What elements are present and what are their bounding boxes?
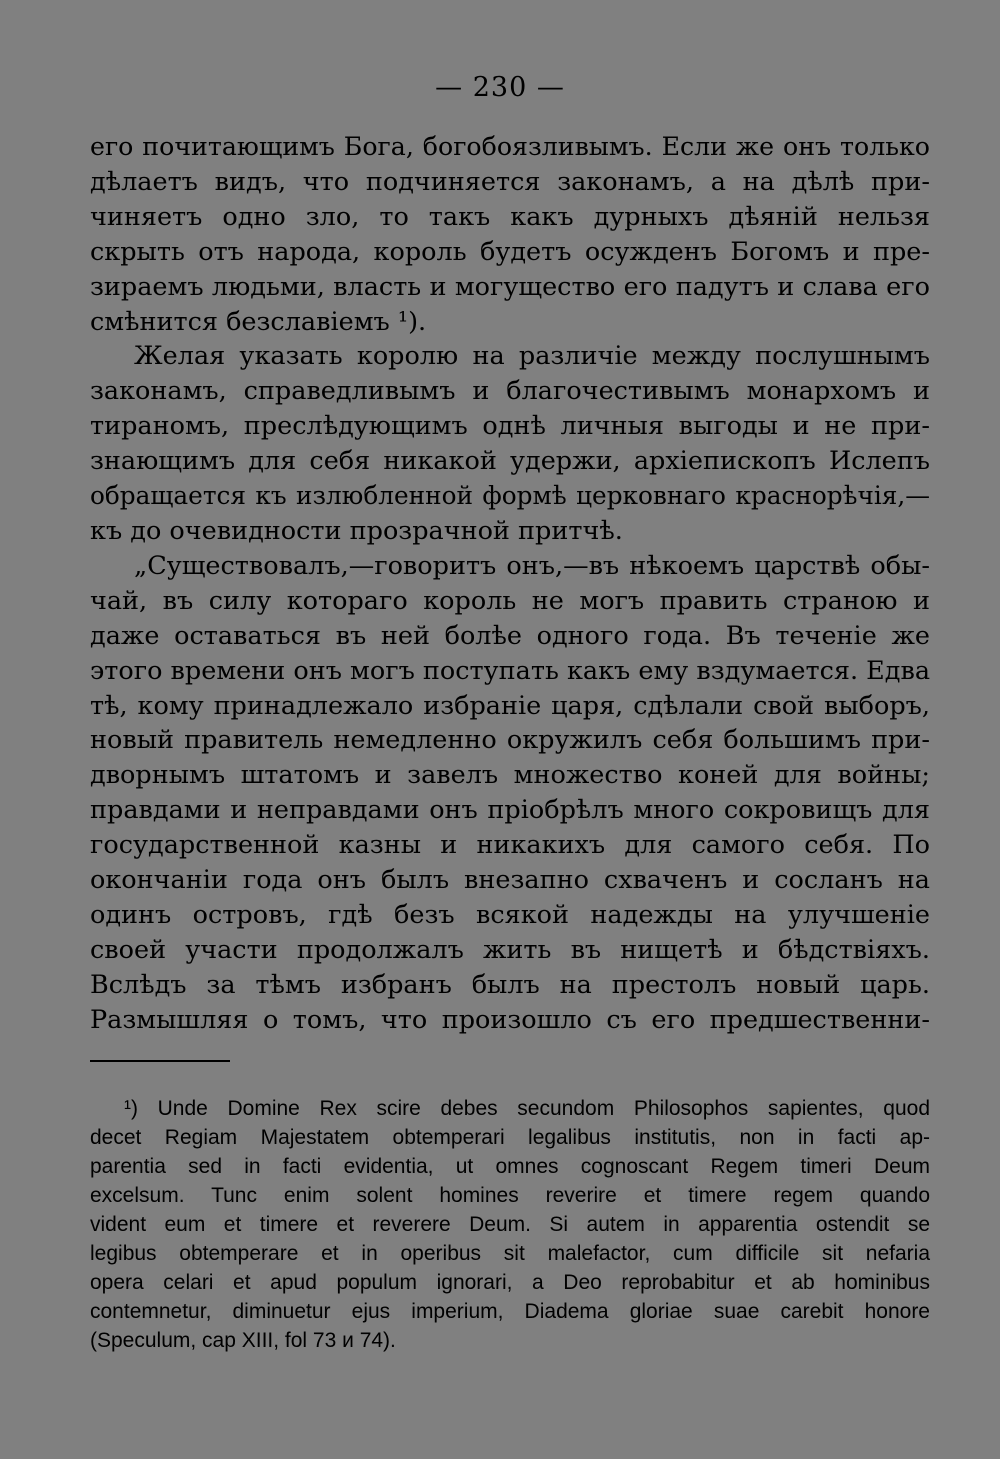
text-line: Желая указать королю на различіе между послушнымъ bbox=[134, 341, 930, 372]
text-line: окончаніи года онъ былъ внезапно схваченъ и сосланъ на bbox=[90, 865, 930, 896]
text-line: знающимъ для себя никакой удержи, архіепископъ Ислепъ bbox=[90, 446, 930, 477]
text-line: чай, въ силу котораго король не могъ править страною и bbox=[90, 585, 930, 616]
footnote-line: ¹) Unde Domine Rex scire debes secundom Philosophos sapientes, quod bbox=[124, 1097, 930, 1120]
footnote-line: (Speculum, cap XIII, fol 73 и 74). bbox=[90, 1329, 396, 1352]
text-line: „Существовалъ,—говоритъ онъ,—въ нѣкоемъ царствѣ обы- bbox=[134, 550, 930, 581]
footnote bbox=[90, 1094, 930, 1355]
text-line: обращается къ излюбленной формѣ церковнаго краснорѣчія,— bbox=[90, 481, 930, 511]
footnote-line: opera celari et apud populum ignorari, a Deo reprobabitur et ab hominibus bbox=[90, 1271, 930, 1294]
paragraph-2 bbox=[90, 339, 930, 548]
text-line: даже оставаться въ ней болѣе одного года. Въ теченіе же bbox=[90, 620, 930, 651]
footnote-divider bbox=[90, 1060, 230, 1062]
text-line: къ до очевидности прозрачной притчѣ. bbox=[90, 515, 623, 546]
text-line: Вслѣдъ за тѣмъ избранъ былъ на престолъ новый царь. bbox=[90, 969, 930, 1000]
text-line: одинъ островъ, гдѣ безъ всякой надежды на улучшеніе bbox=[90, 899, 930, 930]
paragraph-1 bbox=[90, 130, 930, 339]
text-line: этого времени онъ могъ поступать какъ ему вздумается. Едва bbox=[90, 655, 931, 686]
text-line: его почитающимъ Бога, богобоязливымъ. Если же онъ только bbox=[90, 132, 930, 161]
footnote-line: excelsum. Tunc enim solent homines reverire et timere regem quando bbox=[90, 1184, 930, 1207]
page-number: — 230 — bbox=[435, 72, 565, 103]
text-line: своей участи продолжалъ жить въ нищетѣ и бѣдствіяхъ. bbox=[90, 934, 930, 965]
footnote-line: contemnetur, diminuetur ejus imperium, Diadema gloriae suae carebit honore bbox=[90, 1300, 930, 1323]
text-line: дворнымъ штатомъ и завелъ множество коней для войны; bbox=[90, 760, 930, 791]
text-line: чиняетъ одно зло, то такъ какъ дурныхъ дѣяній нельзя bbox=[90, 201, 930, 232]
text-line: дѣлаетъ видъ, что подчиняется законамъ, а на дѣлѣ при- bbox=[90, 166, 930, 197]
text-line: зираемъ людьми, власть и могущество его падутъ и слава его bbox=[90, 271, 930, 302]
text-line: государственной казны и никакихъ для самого себя. По bbox=[90, 830, 930, 861]
text-line: законамъ, справедливымъ и благочестивымъ монархомъ и bbox=[90, 376, 930, 407]
text-line: скрыть отъ народа, король будетъ осужденъ Богомъ и пре- bbox=[90, 236, 930, 267]
footnote-line: decet Regiam Majestatem obtemperari legalibus institutis, non in facti ap- bbox=[90, 1126, 930, 1149]
paragraph-3 bbox=[90, 549, 930, 1038]
text-line: новый правитель немедленно окружилъ себя большимъ при- bbox=[90, 725, 930, 756]
footnote-line: parentia sed in facti evidentia, ut omnes cognoscant Regem timeri Deum bbox=[90, 1155, 930, 1178]
main-text bbox=[90, 130, 930, 1038]
text-line: тираномъ, преслѣдующимъ однѣ личныя выгоды и не при- bbox=[90, 411, 930, 442]
text-line: Размышляя о томъ, что произошло съ его предшественни- bbox=[90, 1004, 930, 1035]
text-line: смѣнится безславіемъ ¹). bbox=[90, 306, 427, 337]
text-line: тѣ, кому принадлежало избраніе царя, сдѣлали свой выборъ, bbox=[90, 690, 930, 721]
footnote-line: vident eum et timere et reverere Deum. Si autem in apparentia ostendit se bbox=[90, 1213, 930, 1236]
footnote-line: legibus obtemperare et in operibus sit malefactor, cum difficile sit nefaria bbox=[90, 1242, 930, 1265]
text-line: правдами и неправдами онъ пріобрѣлъ много сокровищъ для bbox=[90, 795, 930, 826]
